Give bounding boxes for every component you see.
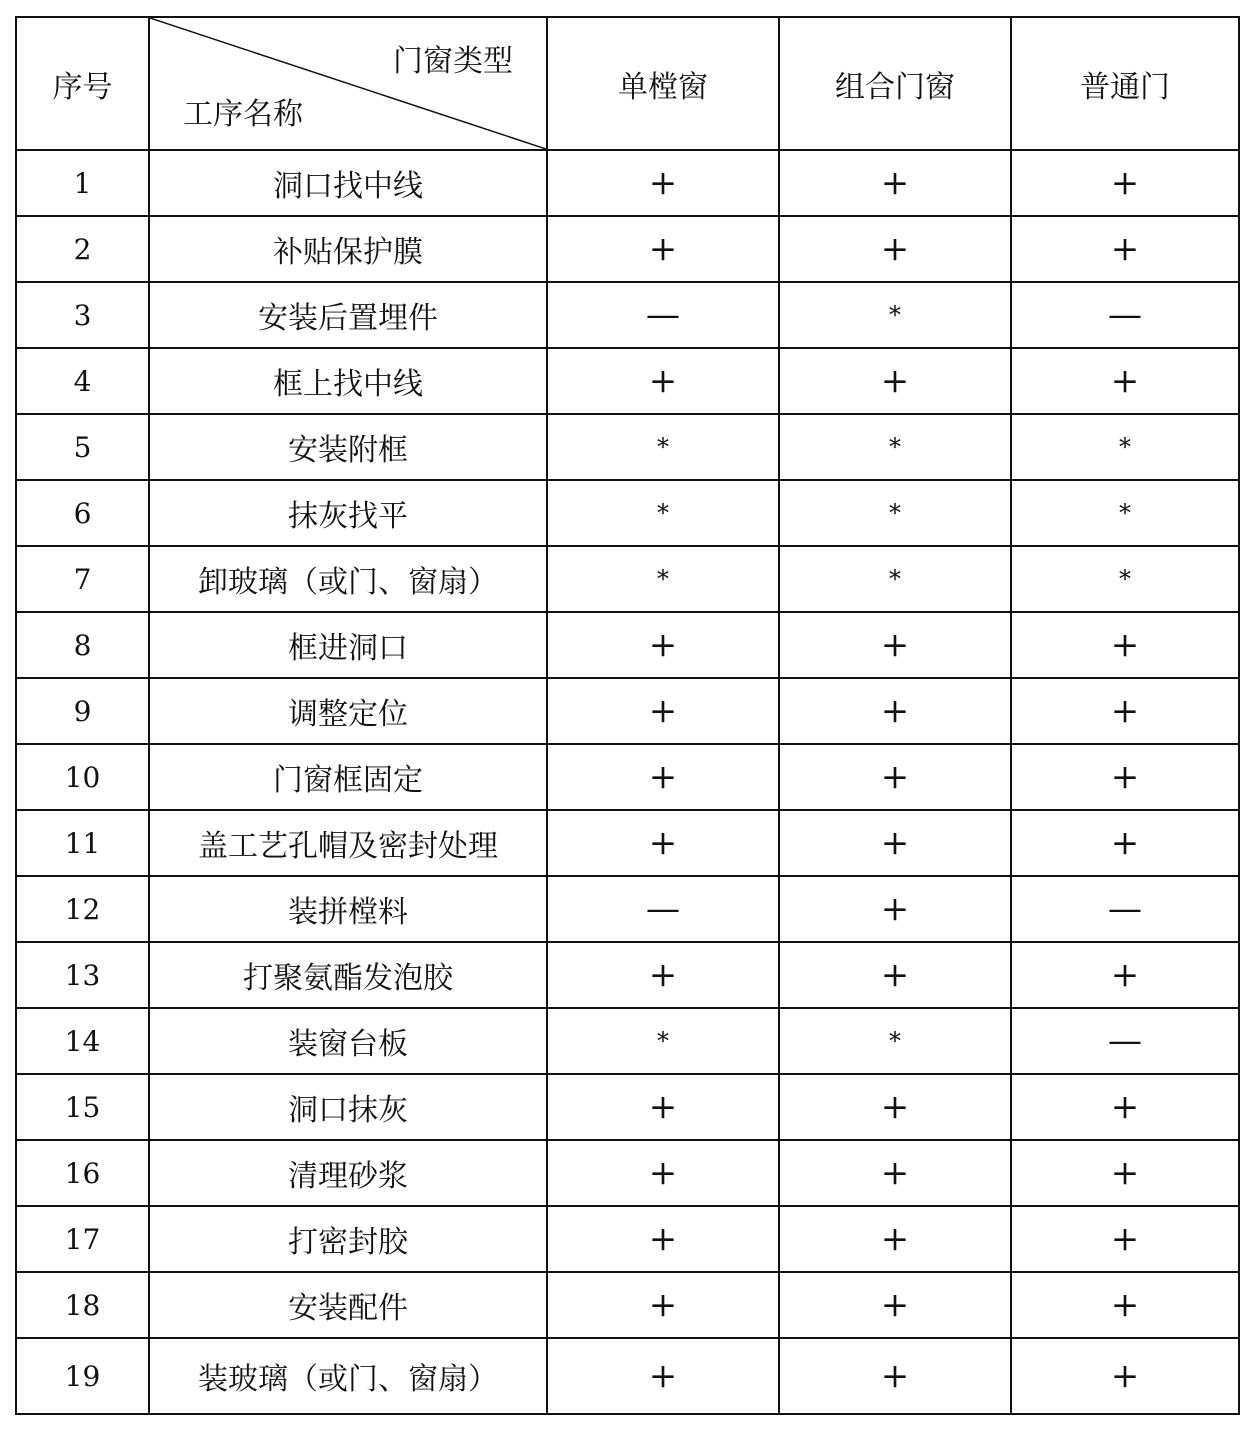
row-mark-3: — xyxy=(1011,282,1239,348)
row-mark-2: + xyxy=(779,216,1011,282)
row-mark-1: — xyxy=(547,282,779,348)
row-index: 11 xyxy=(16,810,149,876)
row-mark-2: + xyxy=(779,1206,1011,1272)
row-mark-3: + xyxy=(1011,1140,1239,1206)
header-diagonal-cell xyxy=(149,17,547,150)
table-row xyxy=(16,216,1239,282)
table-row xyxy=(16,810,1239,876)
row-mark-1: + xyxy=(547,1140,779,1206)
row-mark-1: + xyxy=(547,1206,779,1272)
header-row xyxy=(16,17,1239,150)
row-mark-2: * xyxy=(779,414,1011,480)
row-mark-3: — xyxy=(1011,876,1239,942)
row-mark-3: + xyxy=(1011,1272,1239,1338)
row-mark-1: * xyxy=(547,480,779,546)
row-mark-1: + xyxy=(547,612,779,678)
row-mark-2: + xyxy=(779,150,1011,216)
row-process-name: 门窗框固定 xyxy=(149,744,547,810)
row-mark-1: + xyxy=(547,1074,779,1140)
row-mark-1: + xyxy=(547,810,779,876)
header-type-3: 普通门 xyxy=(1011,17,1239,150)
row-mark-2: + xyxy=(779,1338,1011,1414)
row-process-name: 洞口找中线 xyxy=(149,150,547,216)
row-mark-1: + xyxy=(547,678,779,744)
row-mark-3: + xyxy=(1011,150,1239,216)
row-index: 14 xyxy=(16,1008,149,1074)
row-index: 5 xyxy=(16,414,149,480)
row-index: 17 xyxy=(16,1206,149,1272)
row-mark-2: + xyxy=(779,810,1011,876)
row-mark-1: * xyxy=(547,546,779,612)
row-process-name: 洞口抹灰 xyxy=(149,1074,547,1140)
header-type-2: 组合门窗 xyxy=(779,17,1011,150)
row-process-name: 抹灰找平 xyxy=(149,480,547,546)
row-index: 18 xyxy=(16,1272,149,1338)
table-row xyxy=(16,1338,1239,1414)
table-row xyxy=(16,150,1239,216)
table-row xyxy=(16,1074,1239,1140)
table-row xyxy=(16,1272,1239,1338)
row-process-name: 调整定位 xyxy=(149,678,547,744)
row-mark-2: + xyxy=(779,1272,1011,1338)
header-process-name: 工序名称 xyxy=(183,97,303,132)
table-body xyxy=(16,17,1239,1414)
row-index: 10 xyxy=(16,744,149,810)
header-door-window-type: 门窗类型 xyxy=(393,44,513,79)
row-mark-3: + xyxy=(1011,942,1239,1008)
row-mark-2: + xyxy=(779,348,1011,414)
row-index: 9 xyxy=(16,678,149,744)
row-mark-2: + xyxy=(779,678,1011,744)
row-mark-3: + xyxy=(1011,1206,1239,1272)
table-row xyxy=(16,546,1239,612)
row-index: 12 xyxy=(16,876,149,942)
table-row xyxy=(16,942,1239,1008)
row-mark-1: + xyxy=(547,348,779,414)
row-mark-1: — xyxy=(547,876,779,942)
row-process-name: 安装后置埋件 xyxy=(149,282,547,348)
row-process-name: 卸玻璃（或门、窗扇） xyxy=(149,546,547,612)
row-mark-3: + xyxy=(1011,1074,1239,1140)
row-index: 3 xyxy=(16,282,149,348)
table-row xyxy=(16,414,1239,480)
row-mark-1: + xyxy=(547,150,779,216)
row-mark-1: + xyxy=(547,1272,779,1338)
row-mark-1: * xyxy=(547,414,779,480)
row-mark-2: * xyxy=(779,480,1011,546)
row-mark-3: * xyxy=(1011,414,1239,480)
row-process-name: 盖工艺孔帽及密封处理 xyxy=(149,810,547,876)
row-mark-2: * xyxy=(779,282,1011,348)
row-process-name: 打聚氨酯发泡胶 xyxy=(149,942,547,1008)
table-row xyxy=(16,1140,1239,1206)
process-table xyxy=(15,16,1240,1415)
row-mark-3: + xyxy=(1011,744,1239,810)
row-mark-3: + xyxy=(1011,1338,1239,1414)
row-index: 4 xyxy=(16,348,149,414)
row-index: 15 xyxy=(16,1074,149,1140)
row-process-name: 装玻璃（或门、窗扇） xyxy=(149,1338,547,1414)
row-mark-1: + xyxy=(547,216,779,282)
table-row xyxy=(16,348,1239,414)
row-mark-3: + xyxy=(1011,678,1239,744)
row-process-name: 补贴保护膜 xyxy=(149,216,547,282)
row-index: 8 xyxy=(16,612,149,678)
table-row xyxy=(16,480,1239,546)
row-process-name: 清理砂浆 xyxy=(149,1140,547,1206)
row-index: 1 xyxy=(16,150,149,216)
table-row xyxy=(16,744,1239,810)
row-index: 7 xyxy=(16,546,149,612)
row-mark-3: + xyxy=(1011,612,1239,678)
row-mark-3: + xyxy=(1011,810,1239,876)
row-mark-3: * xyxy=(1011,480,1239,546)
header-type-1: 单樘窗 xyxy=(547,17,779,150)
table-row xyxy=(16,876,1239,942)
row-mark-1: + xyxy=(547,744,779,810)
table-row xyxy=(16,282,1239,348)
row-mark-3: — xyxy=(1011,1008,1239,1074)
row-index: 6 xyxy=(16,480,149,546)
row-process-name: 安装附框 xyxy=(149,414,547,480)
row-mark-2: + xyxy=(779,876,1011,942)
row-mark-2: + xyxy=(779,1074,1011,1140)
row-mark-3: + xyxy=(1011,216,1239,282)
table-row xyxy=(16,1008,1239,1074)
row-mark-2: + xyxy=(779,1140,1011,1206)
header-index: 序号 xyxy=(16,17,149,150)
row-mark-1: * xyxy=(547,1008,779,1074)
row-process-name: 安装配件 xyxy=(149,1272,547,1338)
row-mark-2: + xyxy=(779,612,1011,678)
table-row xyxy=(16,612,1239,678)
row-index: 2 xyxy=(16,216,149,282)
row-index: 16 xyxy=(16,1140,149,1206)
row-process-name: 框上找中线 xyxy=(149,348,547,414)
row-mark-2: * xyxy=(779,1008,1011,1074)
row-mark-3: + xyxy=(1011,348,1239,414)
row-mark-2: + xyxy=(779,942,1011,1008)
row-mark-2: * xyxy=(779,546,1011,612)
row-mark-1: + xyxy=(547,942,779,1008)
row-process-name: 装拼樘料 xyxy=(149,876,547,942)
row-mark-2: + xyxy=(779,744,1011,810)
table-row xyxy=(16,678,1239,744)
row-index: 13 xyxy=(16,942,149,1008)
row-process-name: 框进洞口 xyxy=(149,612,547,678)
row-process-name: 装窗台板 xyxy=(149,1008,547,1074)
table-row xyxy=(16,1206,1239,1272)
row-process-name: 打密封胶 xyxy=(149,1206,547,1272)
row-mark-3: * xyxy=(1011,546,1239,612)
row-index: 19 xyxy=(16,1338,149,1414)
row-mark-1: + xyxy=(547,1338,779,1414)
